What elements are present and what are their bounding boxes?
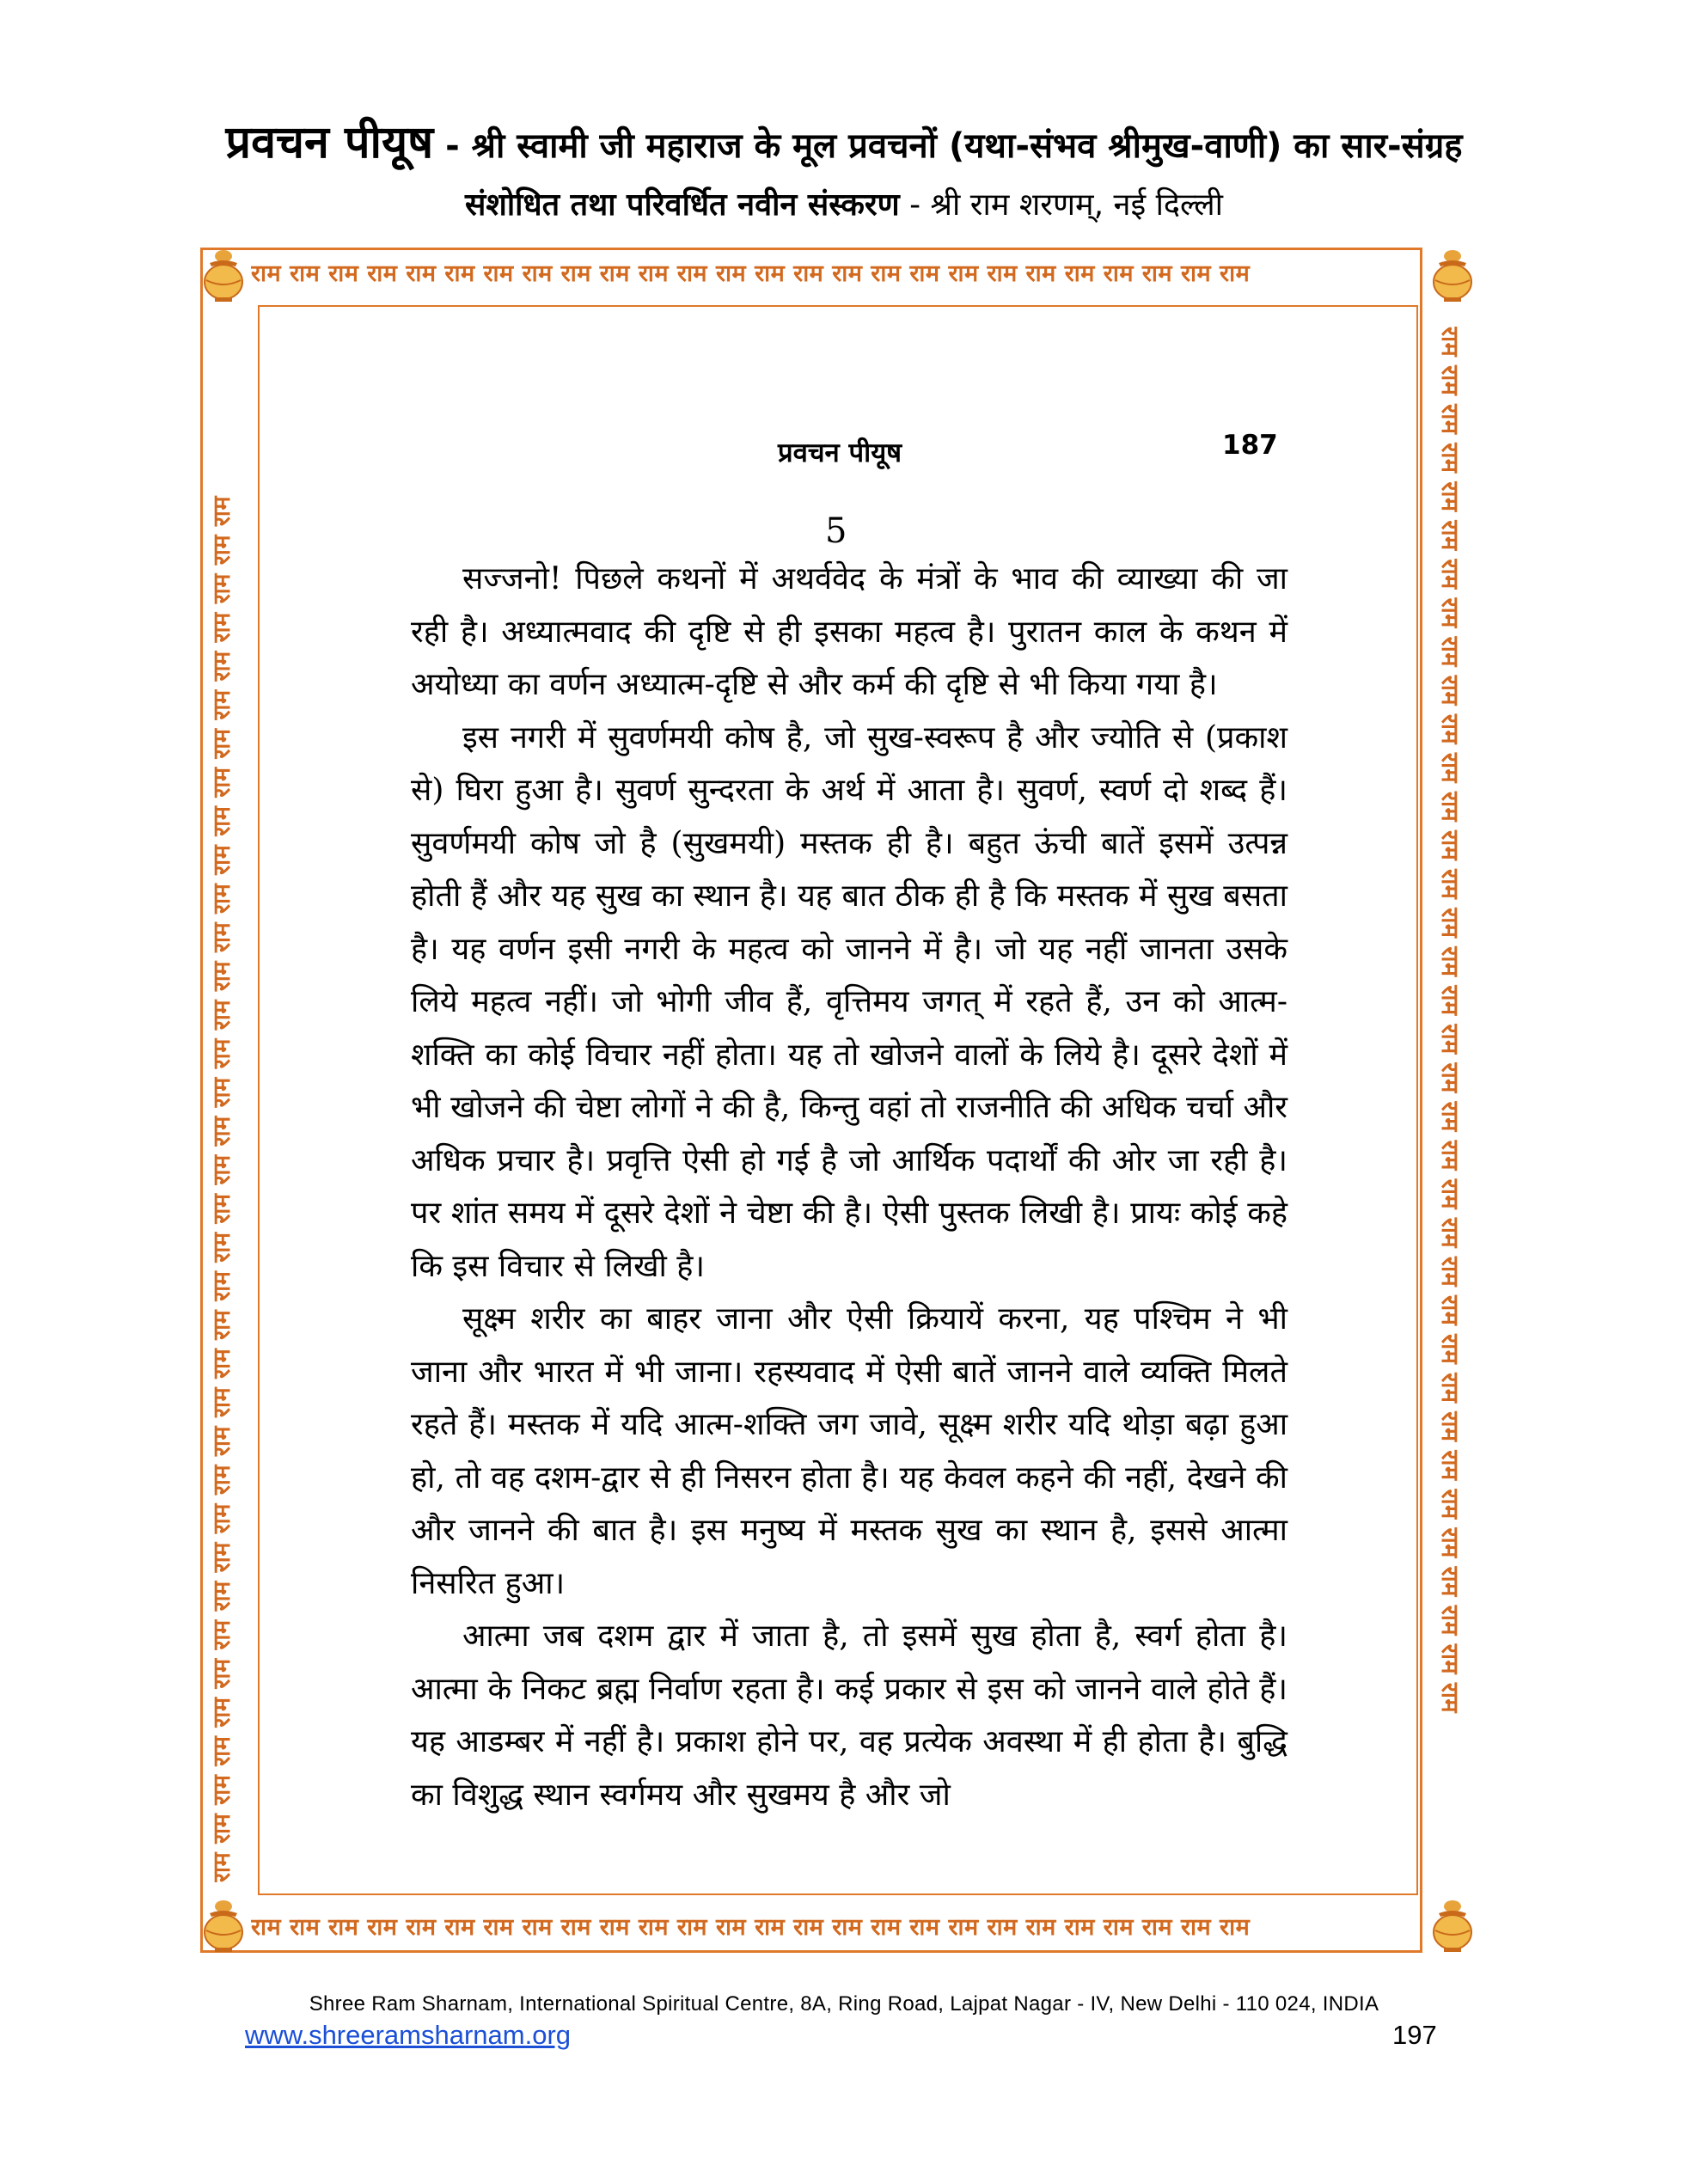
- website-link[interactable]: www.shreeramsharnam.org: [245, 2020, 572, 2050]
- paragraph: आत्मा जब दशम द्वार में जाता है, तो इसमें सुख होता है, स्वर्ग होता है। आत्मा के निकट ब्रह्म निर्वाण रहता है। कई प्रकार से इस को जानने वाले होते हैं। यह आडम्बर में नहीं है। प्रकाश होने पर, वह प्रत्येक अवस्था में ही होता है। बुद्धि का विशुद्ध स्थान स्वर्गमय और सुखमय है और जो: [411, 1618, 1287, 1813]
- border-right-ram-text: राम राम राम राम राम राम राम राम राम राम राम राम राम राम राम राम राम राम राम राम राम राम राम राम राम राम राम राम राम राम राम राम राम राम राम राम: [1436, 327, 1463, 1714]
- title-rest: - श्री स्वामी जी महाराज के मूल प्रवचनों (यथा-संभव श्रीमुख-वाणी) का सार-संग्रह: [433, 126, 1463, 166]
- book-page-number: 187: [1222, 430, 1278, 461]
- title-main: प्रवचन पीयूष: [225, 117, 434, 168]
- chapter-number: 5: [825, 511, 847, 551]
- kalash-icon: [1427, 1898, 1478, 1953]
- pdf-page-number: 197: [1392, 2020, 1437, 2050]
- running-head: प्रवचन पीयूष: [778, 437, 902, 468]
- border-left-ram-text: राम राम राम राम राम राम राम राम राम राम राम राम राम राम राम राम राम राम राम राम राम राम राम राम राम राम राम राम राम राम राम राम राम राम राम राम: [209, 495, 235, 1882]
- border-top-ram-text: राम राम राम राम राम राम राम राम राम राम राम राम राम राम राम राम राम राम राम राम राम राम राम राम राम राम: [251, 260, 1251, 287]
- kalash-icon: [1427, 248, 1478, 303]
- body-text: [411, 553, 1287, 1821]
- document-subtitle: [0, 182, 1688, 224]
- paragraph: सज्जनो! पिछले कथनों में अथर्ववेद के मंत्रों के भाव की व्याख्या की जा रही है। अध्यात्मवाद की दृष्टि से ही इसका महत्व है। पुरातन काल के कथन में अयोध्या का वर्णन अध्यात्म-दृष्टि से और कर्म की दृष्टि से भी किया गया है।: [411, 561, 1287, 702]
- subtitle-rest: - श्री राम शरणम्, नई दिल्ली: [899, 187, 1223, 223]
- document-title: [0, 110, 1688, 171]
- kalash-icon: [198, 1898, 249, 1953]
- subtitle-bold: संशोधित तथा परिवर्धित नवीन संस्करण: [465, 187, 900, 223]
- paragraph: सूक्ष्म शरीर का बाहर जाना और ऐसी क्रियायें करना, यह पश्चिम ने भी जाना और भारत में भी जाना। रहस्यवाद में ऐसी बातें जानने वाले व्यक्ति मिलते रहते हैं। मस्तक में यदि आत्म-शक्ति जग जावे, सूक्ष्म शरीर यदि थोड़ा बढ़ा हुआ हो, तो वह दशम-द्वार से ही निसरन होता है। यह केवल कहने की नहीं, देखने की और जानने की बात है। इस मनुष्य में मस्तक सुख का स्थान है, इससे आत्मा निसरित हुआ।: [411, 1301, 1287, 1601]
- border-bottom-ram-text: राम राम राम राम राम राम राम राम राम राम राम राम राम राम राम राम राम राम राम राम राम राम राम राम राम राम: [251, 1914, 1251, 1941]
- paragraph: इस नगरी में सुवर्णमयी कोष है, जो सुख-स्वरूप है और ज्योति से (प्रकाश से) घिरा हुआ है। सुवर्ण सुन्दरता के अर्थ में आता है। सुवर्ण, स्वर्ण दो शब्द हैं। सुवर्णमयी कोष जो है (सुखमयी) मस्तक ही है। बहुत ऊंची बातें इसमें उत्पन्न होती हैं और यह सुख का स्थान है। यह बात ठीक ही है कि मस्तक में सुख बसता है। यह वर्णन इसी नगरी के महत्व को जानने में है। जो यह नहीं जानता उसके लिये महत्व नहीं। जो भोगी जीव हैं, वृत्तिमय जगत् में रहते हैं, उन को आत्म-शक्ति का कोई विचार नहीं होता। यह तो खोजने वालों के लिये है। दूसरे देशों में भी खोजने की चेष्टा लोगों ने की है, किन्तु वहां तो राजनीति की अधिक चर्चा और अधिक प्रचार है। प्रवृत्ति ऐसी हो गई है जो आर्थिक पदार्थों की ओर जा रही है। पर शांत समय में दूसरे देशों ने चेष्टा की है। ऐसी पुस्तक लिखी है। प्रायः कोई कहे कि इस विचार से लिखी है।: [411, 719, 1287, 1284]
- kalash-icon: [198, 248, 249, 303]
- footer-address: Shree Ram Sharnam, International Spiritual Centre, 8A, Ring Road, Lajpat Nagar - IV, New Delhi - 110 024, INDIA: [309, 1992, 1379, 2016]
